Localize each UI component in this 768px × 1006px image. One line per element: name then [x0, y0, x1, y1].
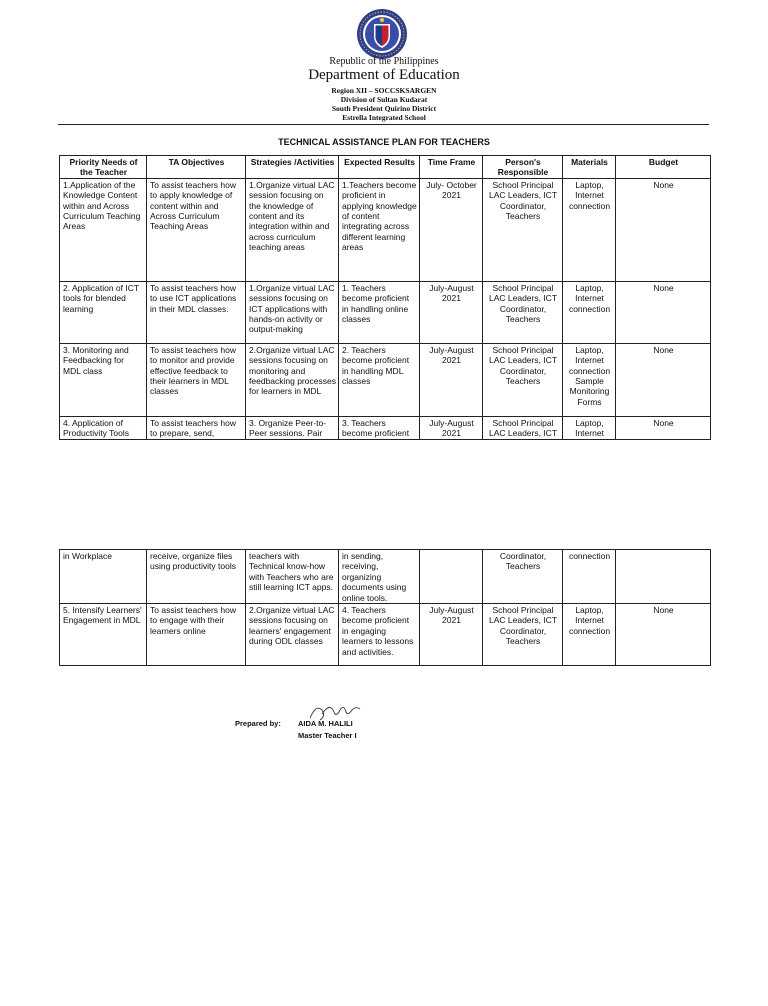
budget-cell: None — [616, 343, 711, 416]
column-header: Time Frame — [420, 156, 483, 179]
person-cell: School Principal LAC Leaders, ICT Coordinator, Teachers — [483, 604, 563, 666]
column-header: Priority Needs of the Teacher — [60, 156, 147, 179]
strategy-cell: teachers with Technical know-how with Teachers who are still learning ICT apps. — [246, 550, 339, 604]
time-cell: July-August 2021 — [420, 604, 483, 666]
table-row — [60, 281, 711, 343]
table-header-row — [60, 156, 711, 179]
person-cell: School Principal LAC Leaders, ICT Coordinator, Teachers — [483, 343, 563, 416]
strategy-cell: 1.Organize virtual LAC sessions focusing on ICT applications with hands-on activity or output-making — [246, 281, 339, 343]
prepared-by-label: Prepared by: — [235, 719, 281, 728]
person-cell: School Principal LAC Leaders, ICT Coordinator, Teachers — [483, 281, 563, 343]
table-row — [60, 178, 711, 281]
time-cell: July-August 2021 — [420, 416, 483, 439]
table-row — [60, 416, 711, 439]
need-cell: 1.Application of the Knowledge Content within and Across Curriculum Teaching Areas — [60, 178, 147, 281]
need-cell: 4. Application of Productivity Tools — [60, 416, 147, 439]
result-cell: 2. Teachers become proficient in handling MDL classes — [339, 343, 420, 416]
preparer-position: Master Teacher I — [298, 731, 357, 740]
school-line: Estrella Integrated School — [342, 113, 426, 122]
table-row — [60, 604, 711, 666]
preparer-name: AIDA M. HALILI — [298, 719, 353, 728]
materials-cell: Laptop, Internet — [563, 416, 616, 439]
result-cell: 1.Teachers become proficient in applying knowledge of content integrating across different learning areas — [339, 178, 420, 281]
result-cell: 4. Teachers become proficient in engaging learners to lessons and activities. — [339, 604, 420, 666]
budget-cell: None — [616, 416, 711, 439]
materials-cell: Laptop, Internet connection — [563, 281, 616, 343]
materials-cell: Laptop, Internet connection — [563, 178, 616, 281]
deped-seal-logo — [356, 8, 408, 60]
document-title: TECHNICAL ASSISTANCE PLAN FOR TEACHERS — [278, 137, 490, 147]
materials-cell: connection — [563, 550, 616, 604]
materials-cell: Laptop, Internet connection — [563, 604, 616, 666]
objective-cell: To assist teachers how to use ICT applications in their MDL classes. — [147, 281, 246, 343]
objective-cell: receive, organize files using productivity tools — [147, 550, 246, 604]
strategy-cell: 3. Organize Peer-to-Peer sessions. Pair — [246, 416, 339, 439]
materials-cell: Laptop, Internet connection Sample Monitoring Forms — [563, 343, 616, 416]
budget-cell: None — [616, 178, 711, 281]
column-header: Materials — [563, 156, 616, 179]
budget-cell: None — [616, 281, 711, 343]
district-line: South President Quirino District — [331, 104, 437, 113]
column-header: TA Objectives — [147, 156, 246, 179]
need-cell: in Workplace — [60, 550, 147, 604]
need-cell: 5. Intensify Learners' Engagement in MDL — [60, 604, 147, 666]
need-cell: 2. Application of ICT tools for blended learning — [60, 281, 147, 343]
budget-cell — [616, 550, 711, 604]
result-cell: in sending, receiving, organizing documents using online tools. — [339, 550, 420, 604]
column-header: Expected Results — [339, 156, 420, 179]
person-cell: Coordinator, Teachers — [483, 550, 563, 604]
strategy-cell: 2.Organize virtual LAC sessions focusing on learners' engagement during ODL classes — [246, 604, 339, 666]
objective-cell: To assist teachers how to monitor and provide effective feedback to their learners in MDL classes — [147, 343, 246, 416]
department-name: Department of Education — [308, 67, 460, 83]
republic-line: Republic of the Philippines — [329, 56, 439, 67]
time-cell: July- October 2021 — [420, 178, 483, 281]
region-line: Region XII – SOCCSKSARGEN — [331, 86, 437, 95]
time-cell: July-August 2021 — [420, 343, 483, 416]
table-row — [60, 343, 711, 416]
header-divider — [58, 124, 709, 125]
table-row — [60, 550, 711, 604]
division-line: Division of Sultan Kudarat — [340, 95, 428, 104]
strategy-cell: 1.Organize virtual LAC session focusing on the knowledge of content and its integration within and across curriculum teaching areas — [246, 178, 339, 281]
budget-cell: None — [616, 604, 711, 666]
ta-plan-table — [59, 155, 711, 440]
strategy-cell: 2.Organize virtual LAC sessions focusing on monitoring and feedbacking processes for learners in MDL — [246, 343, 339, 416]
person-cell: School Principal LAC Leaders, ICT — [483, 416, 563, 439]
column-header: Budget — [616, 156, 711, 179]
time-cell — [420, 550, 483, 604]
need-cell: 3. Monitoring and Feedbacking for MDL class — [60, 343, 147, 416]
column-header: Person's Responsible — [483, 156, 563, 179]
result-cell: 3. Teachers become proficient — [339, 416, 420, 439]
result-cell: 1. Teachers become proficient in handling online classes — [339, 281, 420, 343]
ta-plan-table-continued — [59, 549, 711, 666]
time-cell: July-August 2021 — [420, 281, 483, 343]
column-header: Strategies /Activities — [246, 156, 339, 179]
objective-cell: To assist teachers how to apply knowledge of content within and Across Curriculum Teaching Areas — [147, 178, 246, 281]
person-cell: School Principal LAC Leaders, ICT Coordinator, Teachers — [483, 178, 563, 281]
objective-cell: To assist teachers how to engage with their learners online — [147, 604, 246, 666]
objective-cell: To assist teachers how to prepare, send, — [147, 416, 246, 439]
